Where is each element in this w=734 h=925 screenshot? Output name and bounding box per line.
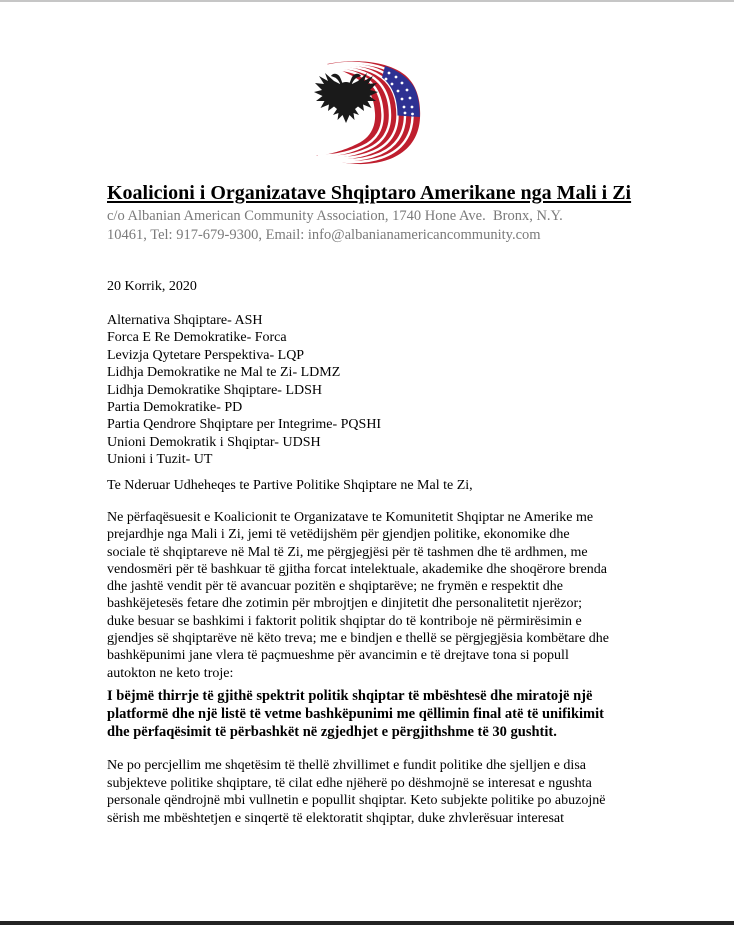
paragraph-1-line: autokton ne keto troje: (107, 665, 234, 681)
paragraph-2-line: personale qëndrojnë mbi vullnetin e popullit shqiptar. Keto subjekte politike po abuzojnë (107, 793, 606, 808)
paragraph-1-line: duke besuar se bashkimi i faktorit politik shqiptar do të kontriboje në përmirësimin e (107, 613, 582, 629)
organization-address (107, 207, 563, 245)
paragraph-1-line: vendosmëri për të bashkuar të gjitha forcat intelektuale, akademike dhe shoqërore brenda (107, 561, 607, 577)
double-headed-eagle-icon (314, 73, 378, 123)
paragraph-2-line: subjekteve politike shqiptare, të cilat edhe njëherë po dëshmojnë se interesat e ngushta (107, 775, 592, 791)
paragraph-1-line: Ne përfaqësuesit e Koalicionit te Organizatave te Komunitetit Shqiptar ne Amerike me (107, 510, 594, 525)
paragraph-1 (107, 509, 609, 682)
paragraph-1-line: bashkëpunimi jane vlera të paçmueshme për avancimin e të drejtave tona si popull (107, 648, 569, 664)
party-list-item: Levizja Qytetare Perspektiva- LQP (107, 347, 305, 363)
address-line-2: 10461, Tel: 917-679-9300, Email: info@albanianamericancommunity.com (107, 227, 541, 243)
appeal-line: platformë dhe një listë të vetme bashkëpunimi me qëllimin final atë të unifikimit (107, 706, 604, 722)
party-list-item: Unioni Demokratik i Shqiptar- UDSH (107, 434, 321, 450)
paragraph-2-line: sërish me mbështetjen e sinqertë të elektoratit shqiptar, duke zhvlerësuar interesat (107, 810, 564, 826)
paragraph-1-line: gjendjes së shqiptarëve në këto treva; me e bindjen e thellë se përgjegjësia kombëtare dhe (107, 631, 609, 647)
salutation: Te Nderuar Udheheqes te Partive Politike Shqiptare ne Mal te Zi, (107, 478, 473, 493)
window-bottom-edge (0, 921, 734, 925)
party-list-item: Alternativa Shqiptare- ASH (107, 313, 263, 328)
appeal-line: I bëjmë thirrje të gjithë spektrit politik shqiptar të mbështesë dhe miratojë një (107, 688, 593, 704)
appeal-line: dhe përfaqësimit të përbashkët në zgjedhjet e përgjithshme të 30 gushtit. (107, 724, 557, 740)
organization-title: Koalicioni i Organizatave Shqiptaro Amerikane nga Mali i Zi (107, 182, 632, 204)
party-list-item: Partia Demokratike- PD (107, 400, 243, 416)
letter-date: 20 Korrik, 2020 (107, 279, 197, 294)
american-flag-wave-icon (316, 61, 420, 164)
eagle-wings-body-tail (314, 73, 378, 123)
party-list-item: Lidhja Demokratike Shqiptare- LDSH (107, 382, 323, 398)
paragraph-1-line: prejardhje nga Mali i Zi, jemi të vetëdijshëm për gjendjen politike, ekonomike dhe (107, 527, 570, 543)
party-list (107, 312, 381, 469)
paragraph-2 (107, 757, 605, 827)
paragraph-2-line: Ne po percjellim me shqetësim të thellë zhvillimet e fundit politike dhe sjelljen e disa (107, 758, 586, 773)
appeal-paragraph-bold (107, 687, 604, 741)
party-list-item: Lidhja Demokratike ne Mal te Zi- LDMZ (107, 365, 341, 381)
paragraph-1-line: dhe jashtë vendit për të avancuar pozitën e shqiptarëve; ne frymën e respektit dhe (107, 579, 563, 595)
window-top-edge (0, 0, 734, 2)
paragraph-1-line: sociale të shqiptareve në Mal të Zi, me përgjegjësi për të tashmen dhe të ardhmen, me (107, 544, 588, 560)
address-line-1: c/o Albanian American Community Association, 1740 Hone Ave. Bronx, N.Y. (107, 208, 563, 224)
party-list-item: Forca E Re Demokratike- Forca (107, 330, 287, 346)
party-list-item: Partia Qendrore Shqiptare per Integrime- PQSHI (107, 417, 382, 433)
coalition-logo (313, 61, 421, 165)
party-list-item: Unioni i Tuzit- UT (107, 452, 213, 468)
paragraph-1-line: bashkëjetesës fetare dhe zotimin për mbrojtjen e dinjitetit dhe personalitetit njerëzor; (107, 596, 583, 612)
